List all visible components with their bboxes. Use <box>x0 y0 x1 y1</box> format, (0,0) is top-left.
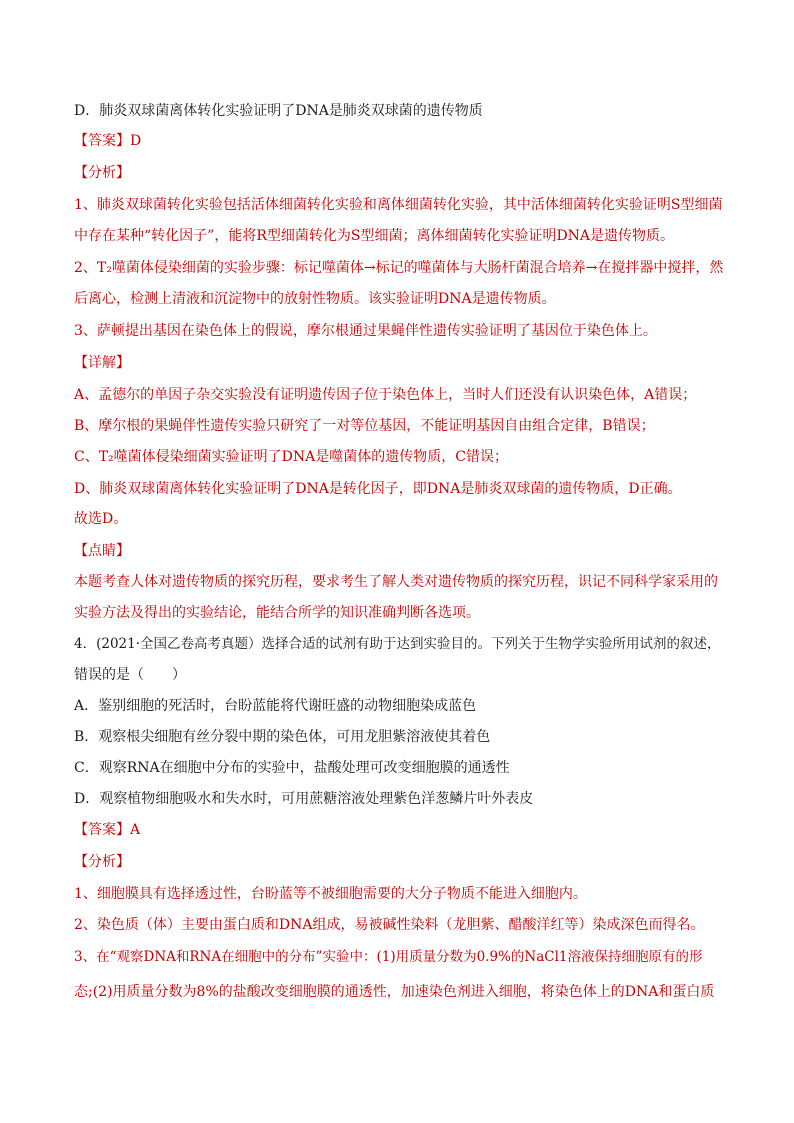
analysis-point-3: 3、萨顿提出基因在染色体上的假说，摩尔根通过果蝇伴性遗传实验证明了基因位于染色体上。 <box>74 323 657 339</box>
answer-value: D <box>130 133 142 149</box>
analysis-point-1-line-1: 1、肺炎双球菌转化实验包括活体细菌转化实验和离体细菌转化实验，其中活体细菌转化实验证明S型细菌 <box>74 197 723 213</box>
analysis-point-2-line-2: 后离心，检测上清液和沉淀物中的放射性物质。该实验证明DNA是遗传物质。 <box>74 291 556 307</box>
question-4-option-c: C．观察RNA在细胞中分布的实验中，盐酸处理可改变细胞膜的通透性 <box>74 760 510 776</box>
answer-row-2 <box>74 820 724 840</box>
comment-line-2: 实验方法及得出的实验结论，能结合所学的知识准确判断各选项。 <box>74 605 480 621</box>
analysis-2-point-1: 1、细胞膜具有选择透过性，台盼蓝等不被细胞需要的大分子物质不能进入细胞内。 <box>74 886 587 902</box>
detail-option-b: B、摩尔根的果蝇伴性遗传实验只研究了一对等位基因，不能证明基因自由组合定律，B错误； <box>74 418 655 434</box>
analysis-label: 【分析】 <box>74 854 130 870</box>
comment-label: 【点睛】 <box>74 543 130 559</box>
answer-row-1 <box>74 131 724 151</box>
question-4-option-d: D．观察植物细胞吸水和失水时，可用蔗糖溶液处理紫色洋葱鳞片叶外表皮 <box>74 791 534 807</box>
comment-line-1: 本题考查人体对遗传物质的探究历程，要求考生了解人类对遗传物质的探究历程，识记不同科学家采用的 <box>74 574 718 590</box>
analysis-2-point-3-line-1: 3、在“观察DNA和RNA在细胞中的分布”实验中：(1)用质量分数为0.9%的NaCl1溶液保持细胞原有的形 <box>74 949 703 965</box>
detail-option-d: D、肺炎双球菌离体转化实验证明了DNA是转化因子，即DNA是肺炎双球菌的遗传物质，D正确。 <box>74 481 682 497</box>
previous-option-d: D．肺炎双球菌离体转化实验证明了DNA是肺炎双球菌的遗传物质 <box>74 103 483 119</box>
analysis-label: 【分析】 <box>74 165 130 181</box>
analysis-2-point-3-line-2: 态;(2)用质量分数为8%的盐酸改变细胞膜的通透性，加速染色剂进入细胞，将染色体上的DNA和蛋白质 <box>74 984 715 1000</box>
analysis-2-point-2: 2、染色质（体）主要由蛋白质和DNA组成，易被碱性染料（龙胆紫、醋酸洋红等）染成深色而得名。 <box>74 917 705 933</box>
answer-label: 【答案】 <box>74 822 130 838</box>
answer-label: 【答案】 <box>74 133 130 149</box>
question-4-stem-line-1: 4．(2021·全国乙卷高考真题）选择合适的试剂有助于达到实验目的。下列关于生物学实验所用试剂的叙述， <box>74 636 721 652</box>
question-4-stem-line-2: 错误的是（ ） <box>74 667 186 683</box>
question-4-option-b: B．观察根尖细胞有丝分裂中期的染色体，可用龙胆紫溶液使其着色 <box>74 729 491 745</box>
detail-option-a: A、孟德尔的单因子杂交实验没有证明遗传因子位于染色体上，当时人们还没有认识染色体，A错误； <box>74 387 697 403</box>
answer-value: A <box>130 822 141 838</box>
analysis-point-1-line-2: 中存在某种“转化因子”，能将R型细菌转化为S型细菌；离体细菌转化实验证明DNA是遗传物质。 <box>74 228 675 244</box>
detail-option-c: C、T₂噬菌体侵染细菌实验证明了DNA是噬菌体的遗传物质，C错误； <box>74 449 508 465</box>
detail-label: 【详解】 <box>74 355 130 371</box>
analysis-point-2-line-1: 2、T₂噬菌体侵染细菌的实验步骤：标记噬菌体→标记的噬菌体与大肠杆菌混合培养→在搅拌器中搅拌，然 <box>74 260 724 276</box>
question-4-option-a: A．鉴别细胞的死活时，台盼蓝能将代谢旺盛的动物细胞染成蓝色 <box>74 698 477 714</box>
detail-conclusion: 故选D。 <box>74 511 128 527</box>
